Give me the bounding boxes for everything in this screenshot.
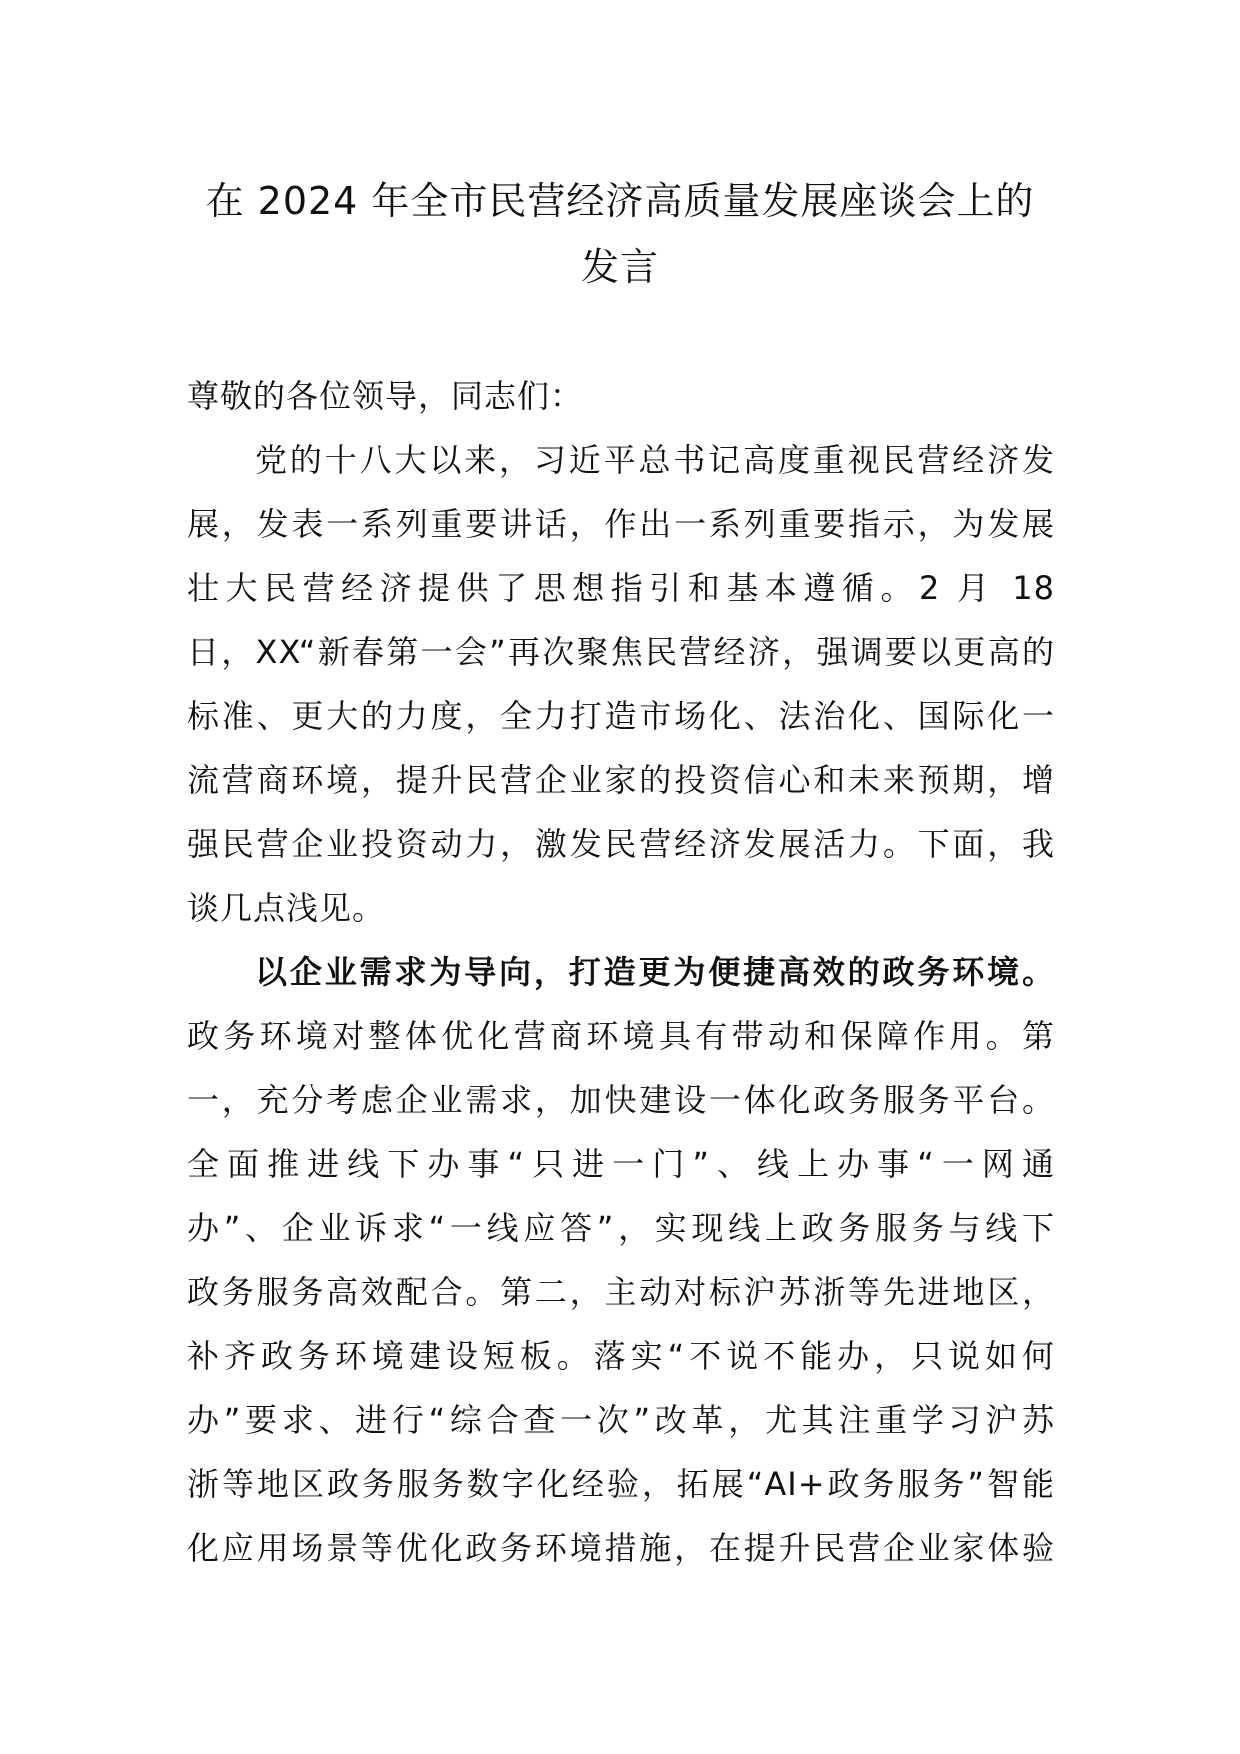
document-title bbox=[150, 168, 1090, 300]
paragraph-2-line: 办”、企业诉求“一线应答”，实现线上政务服务与线下 bbox=[187, 1209, 1055, 1247]
paragraph-2-line: 政务环境对整体优化营商环境具有带动和保障作用。第 bbox=[187, 1017, 1055, 1055]
paragraph-1-line: 流营商环境，提升民营企业家的投资信心和未来预期，增 bbox=[187, 761, 1055, 799]
title-line-1: 在 2024 年全市民营经济高质量发展座谈会上的 bbox=[205, 179, 1035, 223]
paragraph-1-line: 日，XX“新春第一会”再次聚焦民营经济，强调要以更高的 bbox=[187, 633, 1055, 671]
paragraph-2-line: 补齐政务环境建设短板。落实“不说不能办，只说如何 bbox=[187, 1337, 1055, 1375]
paragraph-1-line: 展，发表一系列重要讲话，作出一系列重要指示，为发展 bbox=[187, 505, 1055, 543]
paragraph-2-line: 化应用场景等优化政务环境措施，在提升民营企业家体验 bbox=[187, 1529, 1055, 1567]
paragraph-1-line: 强民营企业投资动力，激发民营经济发展活力。下面，我 bbox=[187, 825, 1055, 863]
paragraph-2-line: 办”要求、进行“综合查一次”改革，尤其注重学习沪苏 bbox=[187, 1401, 1055, 1439]
paragraph-2-line: 政务服务高效配合。第二，主动对标沪苏浙等先进地区， bbox=[187, 1273, 1055, 1311]
paragraph-1-line: 标准、更大的力度，全力打造市场化、法治化、国际化一 bbox=[187, 697, 1055, 735]
paragraph-1-line: 党的十八大以来，习近平总书记高度重视民营经济发 bbox=[255, 441, 1055, 479]
paragraph-2-line: 全面推进线下办事“只进一门”、线上办事“一网通 bbox=[187, 1145, 1055, 1183]
salutation: 尊敬的各位领导，同志们： bbox=[187, 377, 584, 415]
title-line-2: 发言 bbox=[580, 245, 659, 289]
paragraph-2-line: 一，充分考虑企业需求，加快建设一体化政务服务平台。 bbox=[187, 1081, 1055, 1119]
paragraph-1-line: 谈几点浅见。 bbox=[187, 889, 386, 927]
paragraph-2-heading: 以企业需求为导向，打造更为便捷高效的政务环境。 bbox=[255, 953, 1055, 991]
paragraph-2-line: 浙等地区政务服务数字化经验，拓展“AI+政务服务”智能 bbox=[187, 1465, 1055, 1503]
paragraph-1-line: 壮大民营经济提供了思想指引和基本遵循。2 月 18 bbox=[187, 569, 1055, 607]
document-body bbox=[187, 364, 1055, 1580]
